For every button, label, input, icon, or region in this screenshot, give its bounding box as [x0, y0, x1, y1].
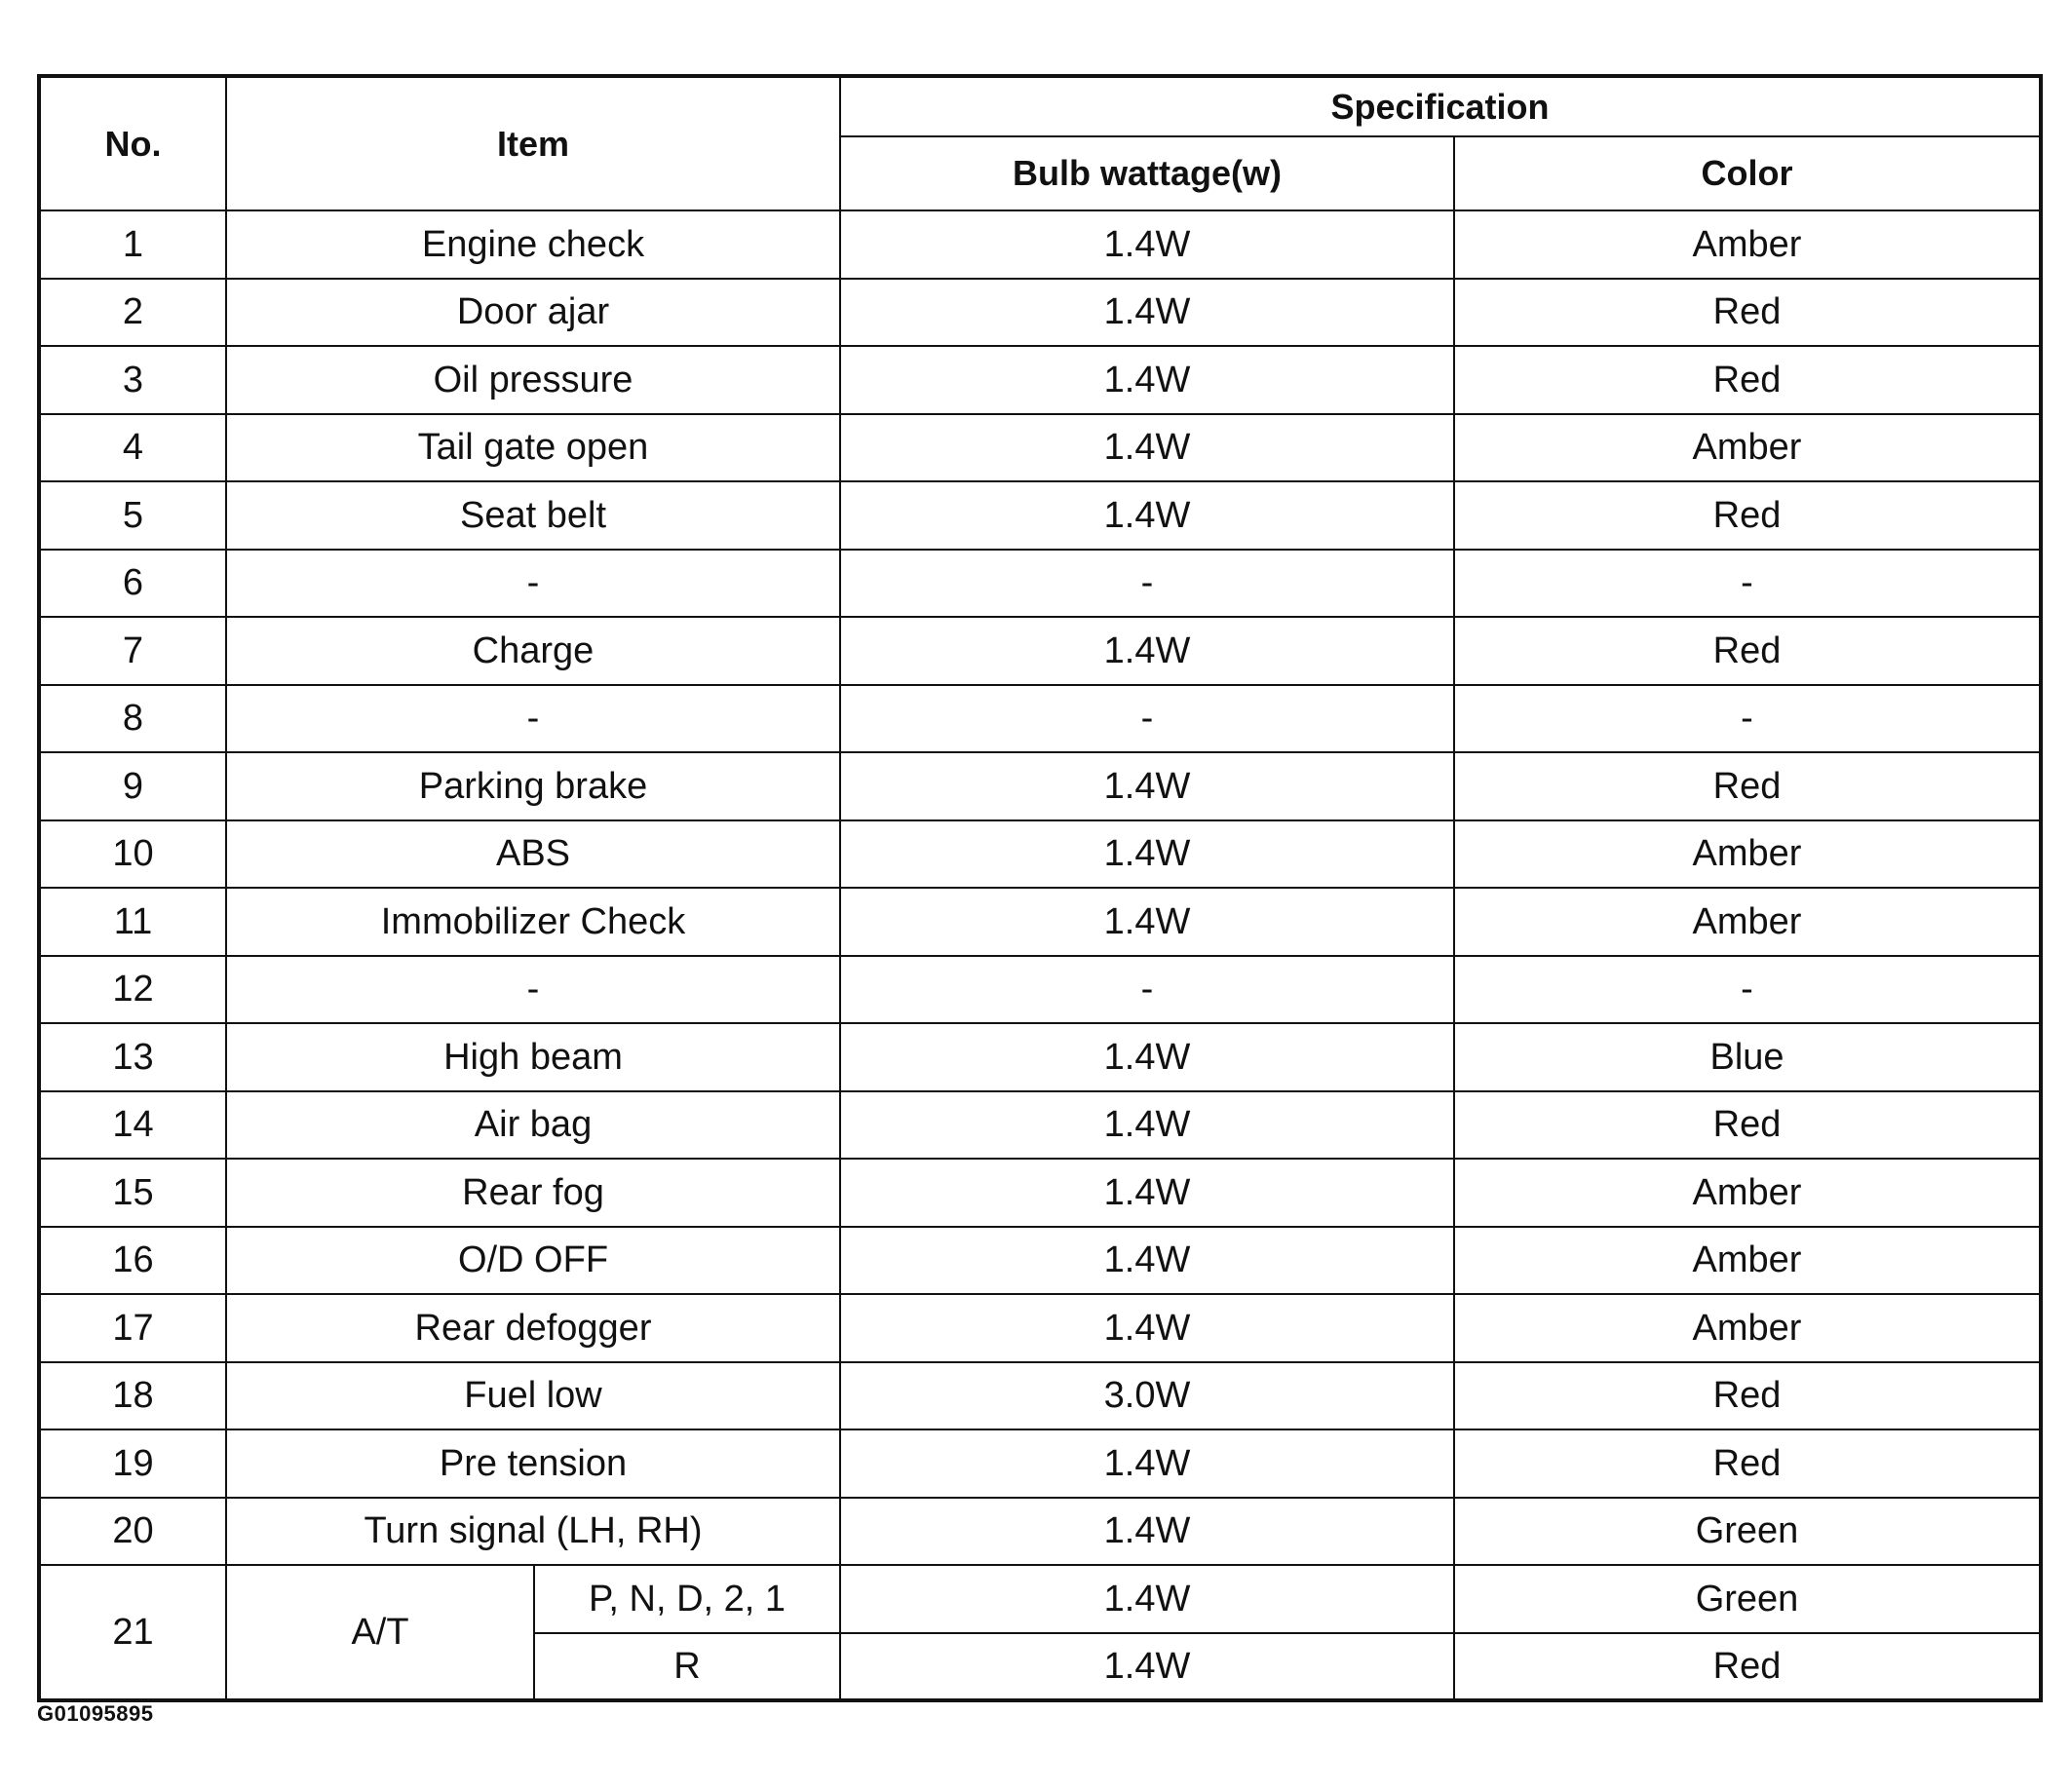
row-color: Red [1454, 346, 2041, 414]
row-item: - [226, 550, 840, 618]
table-row [39, 1429, 2041, 1498]
row-wattage: - [840, 685, 1454, 753]
row-item: Seat belt [226, 481, 840, 550]
header-item: Item [226, 76, 840, 210]
row-subitem: R [534, 1633, 840, 1701]
row-item: Turn signal (LH, RH) [226, 1498, 840, 1566]
row-color: Red [1454, 1091, 2041, 1160]
table-row [39, 210, 2041, 279]
row-color: Green [1454, 1498, 2041, 1566]
row-no: 19 [39, 1429, 226, 1498]
row-wattage: 1.4W [840, 888, 1454, 956]
row-wattage: 1.4W [840, 1159, 1454, 1227]
table-row [39, 1159, 2041, 1227]
row-item: Rear fog [226, 1159, 840, 1227]
row-color: Amber [1454, 888, 2041, 956]
table-row [39, 956, 2041, 1024]
table-row [39, 1091, 2041, 1160]
row-no: 9 [39, 752, 226, 820]
table-row [39, 617, 2041, 685]
header-color: Color [1454, 136, 2041, 210]
header-specification: Specification [840, 76, 2041, 136]
row-no: 16 [39, 1227, 226, 1295]
table-row [39, 1294, 2041, 1362]
row-no: 12 [39, 956, 226, 1024]
row-wattage: 1.4W [840, 1498, 1454, 1566]
row-item: Oil pressure [226, 346, 840, 414]
row-no: 5 [39, 481, 226, 550]
row-color: Amber [1454, 1294, 2041, 1362]
row-color: Red [1454, 1362, 2041, 1430]
table-row [39, 752, 2041, 820]
row-no: 11 [39, 888, 226, 956]
row-wattage: 3.0W [840, 1362, 1454, 1430]
row-item: Parking brake [226, 752, 840, 820]
row-item: - [226, 956, 840, 1024]
row-item: - [226, 685, 840, 753]
row-wattage: 1.4W [840, 1023, 1454, 1091]
row-color: Amber [1454, 1227, 2041, 1295]
header-row-top [39, 76, 2041, 136]
header-no: No. [39, 76, 226, 210]
row-wattage: 1.4W [840, 210, 1454, 279]
row-no: 10 [39, 820, 226, 889]
bulb-specification-table [37, 74, 2043, 1702]
row-no: 15 [39, 1159, 226, 1227]
row-no: 1 [39, 210, 226, 279]
row-no: 3 [39, 346, 226, 414]
row-item: Rear defogger [226, 1294, 840, 1362]
table-row [39, 1362, 2041, 1430]
row-color: Amber [1454, 414, 2041, 482]
table-row [39, 820, 2041, 889]
table-row [39, 414, 2041, 482]
row-color: Red [1454, 481, 2041, 550]
row-no: 21 [39, 1565, 226, 1700]
row-no: 6 [39, 550, 226, 618]
row-subitem: P, N, D, 2, 1 [534, 1565, 840, 1633]
row-color: - [1454, 685, 2041, 753]
row-item: Air bag [226, 1091, 840, 1160]
row-no: 4 [39, 414, 226, 482]
row-wattage: 1.4W [840, 1565, 1454, 1633]
row-wattage: 1.4W [840, 820, 1454, 889]
row-color: - [1454, 550, 2041, 618]
row-item: High beam [226, 1023, 840, 1091]
row-wattage: 1.4W [840, 752, 1454, 820]
row-color: Red [1454, 617, 2041, 685]
row-wattage: - [840, 550, 1454, 618]
row-no: 2 [39, 279, 226, 347]
table-row [39, 1498, 2041, 1566]
row-item: Engine check [226, 210, 840, 279]
row-no: 8 [39, 685, 226, 753]
figure-id: G01095895 [37, 1701, 154, 1726]
table-row [39, 279, 2041, 347]
row-no: 14 [39, 1091, 226, 1160]
table-row [39, 888, 2041, 956]
row-color: Red [1454, 1633, 2041, 1701]
row-wattage: 1.4W [840, 481, 1454, 550]
table-row [39, 481, 2041, 550]
row-color: - [1454, 956, 2041, 1024]
row-wattage: 1.4W [840, 414, 1454, 482]
row-color: Amber [1454, 210, 2041, 279]
row-wattage: 1.4W [840, 1633, 1454, 1701]
row-item: Charge [226, 617, 840, 685]
row-no: 20 [39, 1498, 226, 1566]
row-item: Door ajar [226, 279, 840, 347]
row-wattage: 1.4W [840, 346, 1454, 414]
row-no: 7 [39, 617, 226, 685]
row-wattage: 1.4W [840, 1429, 1454, 1498]
row-color: Green [1454, 1565, 2041, 1633]
row-item: Tail gate open [226, 414, 840, 482]
table-row [39, 550, 2041, 618]
row-item: A/T [226, 1565, 534, 1700]
row-item: O/D OFF [226, 1227, 840, 1295]
row-color: Red [1454, 1429, 2041, 1498]
row-color: Red [1454, 279, 2041, 347]
row-no: 18 [39, 1362, 226, 1430]
row-item: Pre tension [226, 1429, 840, 1498]
row-item: ABS [226, 820, 840, 889]
row-color: Red [1454, 752, 2041, 820]
row-no: 13 [39, 1023, 226, 1091]
table-row [39, 685, 2041, 753]
row-wattage: 1.4W [840, 617, 1454, 685]
row-color: Amber [1454, 820, 2041, 889]
row-wattage: 1.4W [840, 1091, 1454, 1160]
row-wattage: 1.4W [840, 279, 1454, 347]
row-wattage: 1.4W [840, 1294, 1454, 1362]
row-color: Amber [1454, 1159, 2041, 1227]
table-row [39, 1227, 2041, 1295]
row-wattage: 1.4W [840, 1227, 1454, 1295]
header-bulb-wattage: Bulb wattage(w) [840, 136, 1454, 210]
row-item: Fuel low [226, 1362, 840, 1430]
table-row [39, 1023, 2041, 1091]
table-row [39, 1565, 2041, 1633]
row-item: Immobilizer Check [226, 888, 840, 956]
table-row [39, 346, 2041, 414]
row-no: 17 [39, 1294, 226, 1362]
row-color: Blue [1454, 1023, 2041, 1091]
row-wattage: - [840, 956, 1454, 1024]
